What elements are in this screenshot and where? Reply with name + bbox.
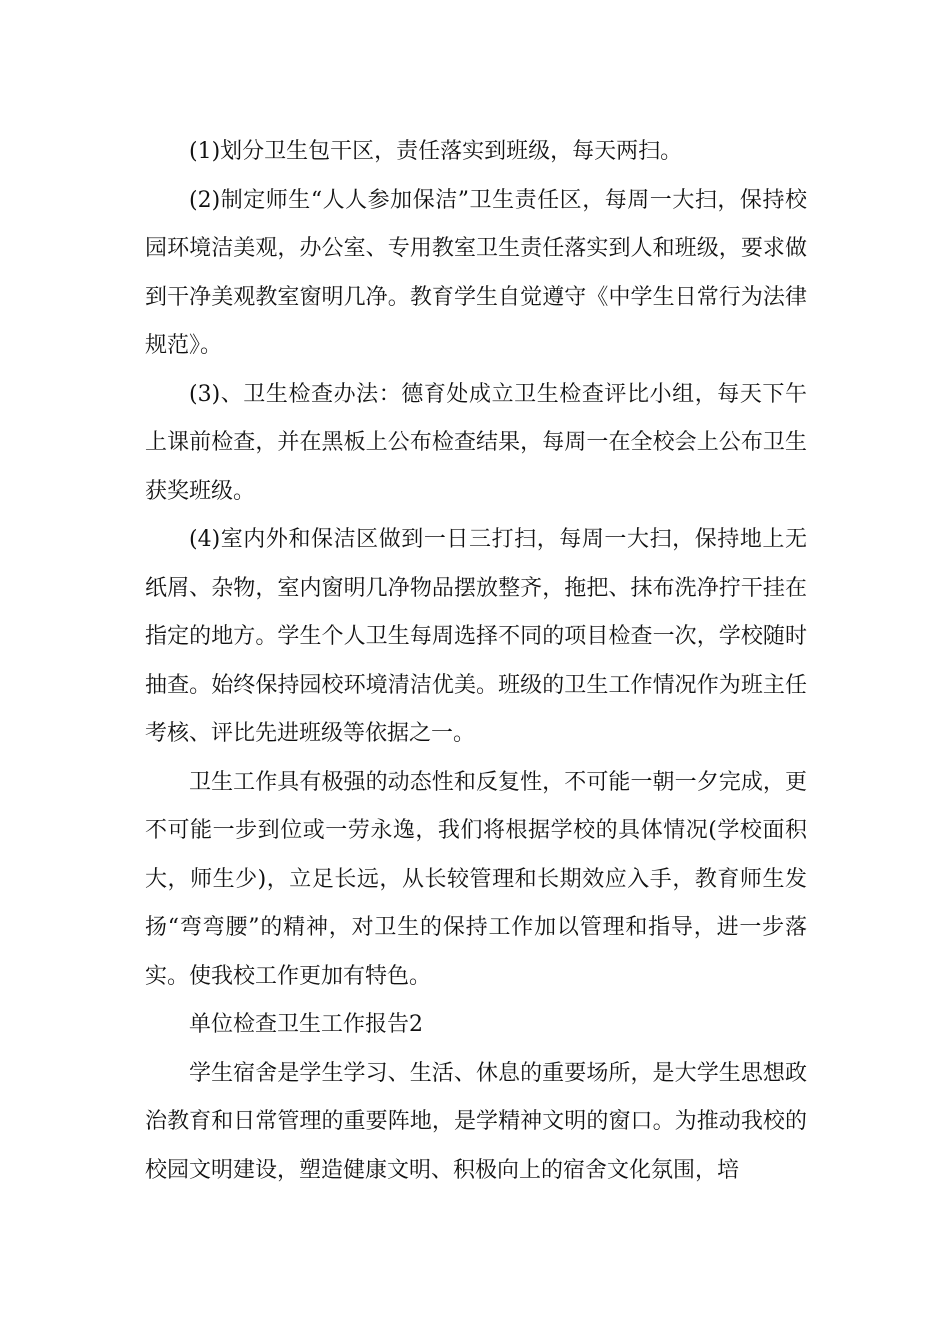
section-heading: 单位检查卫生工作报告2 [189, 1012, 423, 1037]
paragraph-item-1: (1)划分卫生包干区，责任落实到班级，每天两扫。 [189, 139, 683, 164]
paragraph-item-3: (3)、卫生检查办法：德育处成立卫生检查评比小组，每天下午上课前检查，并在黑板上公布检查结果，每周一在全校会上公布卫生获奖班级。 [145, 381, 807, 504]
paragraph-summary: 卫生工作具有极强的动态性和反复性，不可能一朝一夕完成，更不可能一步到位或一劳永逸，我们将根据学校的具体情况(学校面积大，师生少)，立足长远，从长较管理和长期效应入手，教育师生发扬“弯弯腰”的精神，对卫生的保持工作加以管理和指导，进一步落实。使我校工作更加有特色。 [145, 769, 807, 989]
paragraph-dormitory: 学生宿舍是学生学习、生活、休息的重要场所，是大学生思想政治教育和日常管理的重要阵地，是学精神文明的窗口。为推动我校的校园文明建设，塑造健康文明、积极向上的宿舍文化氛围，培 [145, 1060, 807, 1183]
document-body [145, 128, 807, 1195]
paragraph-item-2: (2)制定师生“人人参加保洁”卫生责任区，每周一大扫，保持校园环境洁美观，办公室、专用教室卫生责任落实到人和班级，要求做到干净美观教室窗明几净。教育学生自觉遵守《中学生日常行为法律规范》。 [145, 187, 807, 358]
paragraph-item-4: (4)室内外和保洁区做到一日三打扫，每周一大扫，保持地上无纸屑、杂物，室内窗明几净物品摆放整齐，拖把、抹布洗净拧干挂在指定的地方。学生个人卫生每周选择不同的项目检查一次，学校随时抽查。始终保持园校环境清洁优美。班级的卫生工作情况作为班主任考核、评比先进班级等依据之一。 [145, 527, 807, 746]
